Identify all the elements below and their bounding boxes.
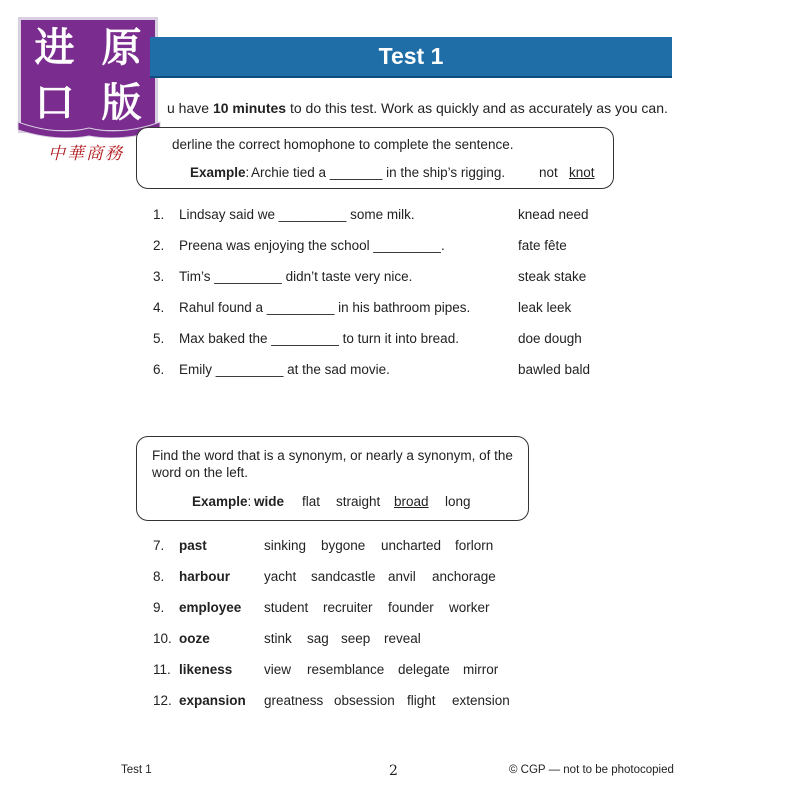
badge-char-3: 口: [34, 78, 75, 126]
question-number: 7.: [153, 538, 165, 553]
question-number: 12.: [153, 693, 172, 708]
option-2: sag: [307, 631, 329, 646]
intro-bold: 10 minutes: [212, 100, 287, 116]
test-title-bar: [150, 37, 672, 78]
page-number: 2: [389, 763, 398, 779]
question-sentence: Lindsay said we _________ some milk.: [179, 207, 415, 222]
question-options: doe dough: [518, 331, 582, 346]
question-sentence: Preena was enjoying the school _________.: [179, 238, 445, 253]
homophone-example-answer: knot: [569, 165, 595, 180]
option-4: reveal: [384, 631, 421, 646]
option-3: seep: [341, 631, 371, 646]
option-2: resemblance: [307, 662, 385, 677]
question-number: 3.: [153, 269, 165, 284]
question-number: 5.: [153, 331, 165, 346]
homophone-example-sentence: Archie tied a _______ in the ship’s rigging.: [251, 165, 506, 180]
question-number: 6.: [153, 362, 165, 377]
question-options: leak leek: [518, 300, 572, 315]
question-number: 8.: [153, 569, 165, 584]
intro-after: to do this test. Work as quickly and as accurately as you can.: [286, 100, 668, 116]
question-number: 4.: [153, 300, 165, 315]
question-sentence: Emily _________ at the sad movie.: [179, 362, 390, 377]
option-4: worker: [449, 600, 490, 615]
question-sentence: Rahul found a _________ in his bathroom pipes.: [179, 300, 471, 315]
question-number: 9.: [153, 600, 165, 615]
option-3: uncharted: [381, 538, 442, 553]
question-number: 10.: [153, 631, 172, 646]
homophone-instruction: derline the correct homophone to complete the sentence.: [172, 137, 514, 152]
option-2: obsession: [334, 693, 395, 708]
synonym-example-label: Example:: [192, 494, 252, 509]
question-options: fate fête: [518, 238, 567, 253]
question-word: expansion: [179, 693, 246, 708]
page-title: Test 1: [378, 43, 444, 69]
option-4: anchorage: [432, 569, 496, 584]
intro-before: u have: [167, 100, 213, 116]
option-3: delegate: [398, 662, 450, 677]
option-4: extension: [452, 693, 510, 708]
option-4: forlorn: [455, 538, 494, 553]
option-1: student: [264, 600, 309, 615]
question-word: past: [179, 538, 207, 553]
question-word: ooze: [179, 631, 210, 646]
question-word: employee: [179, 600, 242, 615]
synonym-example-answer: broad: [394, 494, 429, 509]
intro-text: [167, 100, 668, 116]
option-4: mirror: [463, 662, 499, 677]
question-options: steak stake: [518, 269, 587, 284]
synonym-example-option-2: straight: [336, 494, 381, 509]
option-1: stink: [264, 631, 292, 646]
option-3: founder: [388, 600, 434, 615]
badge-char-1: 进: [34, 23, 75, 71]
footer-copyright: © CGP — not to be photocopied: [509, 764, 674, 776]
footer-left: Test 1: [121, 764, 152, 776]
question-options: bawled bald: [518, 362, 591, 377]
synonym-instruction-line-2: word on the left.: [152, 465, 249, 480]
synonym-example-option-1: flat: [302, 494, 321, 509]
homophone-example-option-1: not: [539, 165, 558, 180]
synonym-instruction-line-1: Find the word that is a synonym, or nearly a synonym, of the: [152, 448, 513, 463]
option-1: greatness: [264, 693, 324, 708]
homophone-example-label: Example:: [190, 165, 250, 180]
option-3: anvil: [388, 569, 416, 584]
option-1: sinking: [264, 538, 307, 553]
question-word: harbour: [179, 569, 231, 584]
badge-char-4: 版: [101, 78, 142, 126]
synonym-example-word: wide: [254, 494, 285, 509]
question-sentence: Tim’s _________ didn’t taste very nice.: [179, 269, 413, 284]
question-number: 11.: [153, 662, 171, 677]
option-2: sandcastle: [311, 569, 376, 584]
question-sentence: Max baked the _________ to turn it into bread.: [179, 331, 459, 346]
option-1: yacht: [264, 569, 297, 584]
option-2: bygone: [321, 538, 366, 553]
option-1: view: [264, 662, 292, 677]
question-number: 1.: [153, 207, 165, 222]
option-2: recruiter: [323, 600, 373, 615]
synonym-example-option-4: long: [445, 494, 471, 509]
brand-logo-text: 中華商務: [48, 144, 124, 164]
question-word: likeness: [179, 662, 233, 677]
option-3: flight: [407, 693, 436, 708]
import-original-badge: [18, 17, 158, 133]
badge-char-2: 原: [101, 23, 142, 71]
question-options: knead need: [518, 207, 589, 222]
question-number: 2.: [153, 238, 165, 253]
